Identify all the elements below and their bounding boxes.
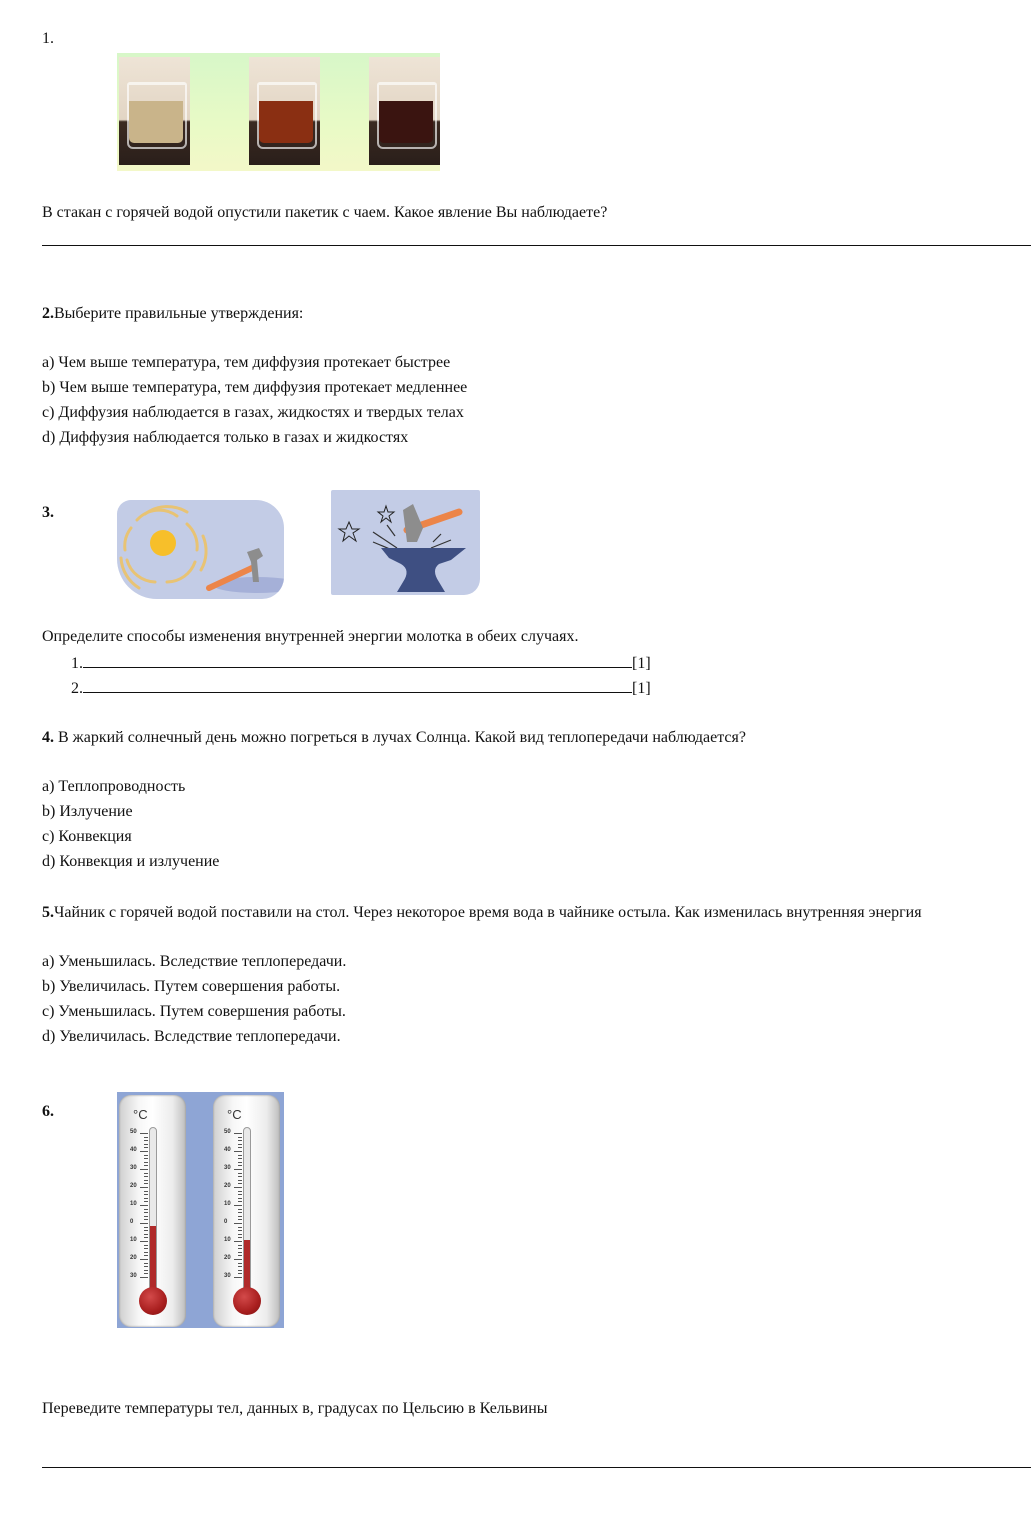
scale-tick (144, 1263, 148, 1264)
scale-tick (144, 1237, 148, 1238)
scale-tick (238, 1245, 242, 1246)
scale-tick (144, 1158, 148, 1159)
scale-tick (144, 1140, 148, 1141)
celsius-unit-label: °C (133, 1107, 148, 1122)
q3-answer-1-label: 1. (71, 655, 83, 672)
sun-heating-hammer-illustration (117, 500, 284, 599)
q4-question (42, 728, 746, 748)
q2-prompt-text: Выберите правильные утверждения: (54, 305, 304, 322)
scale-tick (238, 1209, 242, 1210)
scale-tick-label: 0 (130, 1219, 134, 1225)
scale-tick (144, 1147, 148, 1148)
q3-answer-2-label: 2. (71, 680, 83, 697)
q4-option-d[interactable]: d) Конвекция и излучение (42, 853, 220, 870)
scale-tick (238, 1266, 242, 1267)
scale-tick (144, 1219, 148, 1220)
q1-answer-line[interactable] (42, 245, 1031, 246)
q4-option-b[interactable]: b) Излучение (42, 803, 133, 820)
scale-tick (144, 1216, 148, 1217)
scale-tick (238, 1248, 242, 1249)
scale-tick (238, 1212, 242, 1213)
scale-tick (238, 1176, 242, 1177)
q2-prompt (42, 304, 303, 324)
thermometer-bulb (233, 1287, 261, 1315)
tea-glass-2 (249, 57, 320, 165)
scale-tick-label: 10 (224, 1237, 231, 1243)
q5-option-b[interactable]: b) Увеличилась. Путем совершения работы. (42, 978, 341, 995)
scale-tick (144, 1194, 148, 1195)
q5-question-text: Чайник с горячей водой поставили на стол. Через некоторое время вода в чайнике остыла. Как изменилась внутренняя энергия (54, 904, 922, 921)
scale-tick (144, 1245, 148, 1246)
scale-tick-label: 20 (130, 1183, 137, 1189)
scale-tick (140, 1277, 148, 1278)
scale-tick (144, 1155, 148, 1156)
scale-tick (234, 1259, 242, 1260)
scale-tick (144, 1227, 148, 1228)
scale-tick (140, 1169, 148, 1170)
scale-tick-label: 30 (130, 1273, 137, 1279)
thermometer-tube (243, 1127, 251, 1295)
scale-tick (140, 1187, 148, 1188)
scale-tick (238, 1183, 242, 1184)
scale-tick (144, 1273, 148, 1274)
scale-tick-label: 10 (130, 1237, 137, 1243)
scale-tick-label: 20 (130, 1255, 137, 1261)
scale-tick (234, 1169, 242, 1170)
scale-tick (234, 1187, 242, 1188)
anvil-icon (381, 548, 466, 592)
mercury-column (244, 1240, 250, 1294)
scale-tick (238, 1155, 242, 1156)
scale-tick (144, 1198, 148, 1199)
scale-tick (238, 1219, 242, 1220)
scale-tick-label: 20 (224, 1183, 231, 1189)
sun-hammer-image (117, 500, 284, 599)
q2-option-b[interactable]: b) Чем выше температура, тем диффузия протекает медленнее (42, 379, 468, 396)
q4-number: 4. (42, 729, 54, 746)
scale-tick (140, 1241, 148, 1242)
scale-tick (144, 1191, 148, 1192)
scale-tick (144, 1209, 148, 1210)
scale-tick (238, 1180, 242, 1181)
tea-glasses-image (117, 53, 440, 171)
scale-tick (144, 1201, 148, 1202)
scale-tick-label: 0 (224, 1219, 228, 1225)
anvil-hammer-image (331, 490, 480, 595)
q5-option-d[interactable]: d) Увеличилась. Вследствие теплопередачи. (42, 1028, 341, 1045)
scale-tick (238, 1255, 242, 1256)
scale-tick (140, 1259, 148, 1260)
scale-tick (238, 1230, 242, 1231)
scale-tick-label: 30 (224, 1273, 231, 1279)
scale-tick (144, 1165, 148, 1166)
hammer-head-icon (247, 548, 263, 582)
scale-tick (238, 1216, 242, 1217)
q3-question: Определите способы изменения внутренней энергии молотка в обеих случаях. (42, 628, 579, 645)
q3-answer-2-mark: [1] (632, 680, 651, 697)
scale-tick-label: 30 (224, 1165, 231, 1171)
thermometer-tube (149, 1127, 157, 1295)
scale-tick (144, 1173, 148, 1174)
q3-answer-2[interactable] (71, 677, 651, 699)
scale-tick (144, 1162, 148, 1163)
scale-tick (144, 1248, 148, 1249)
scale-tick (238, 1237, 242, 1238)
scale-tick (238, 1165, 242, 1166)
scale-tick-label: 40 (224, 1147, 231, 1153)
q2-option-a[interactable]: a) Чем выше температура, тем диффузия протекает быстрее (42, 354, 451, 371)
q4-option-c[interactable]: c) Конвекция (42, 828, 132, 845)
star-icon (339, 522, 359, 541)
scale-tick-label: 50 (224, 1129, 231, 1135)
scale-tick (144, 1212, 148, 1213)
sun-icon (150, 530, 176, 556)
mercury-column (150, 1226, 156, 1294)
q3-number: 3. (42, 504, 54, 521)
scale-tick (234, 1223, 242, 1224)
scale-tick (234, 1241, 242, 1242)
q1-question: В стакан с горячей водой опустили пакетик с чаем. Какое явление Вы наблюдаете? (42, 204, 608, 221)
thermometers-image (117, 1092, 284, 1328)
q1-number: 1. (42, 30, 54, 47)
scale-tick (140, 1151, 148, 1152)
scale-tick (238, 1144, 242, 1145)
q5-question (42, 903, 922, 923)
scale-tick (238, 1234, 242, 1235)
scale-tick (234, 1277, 242, 1278)
scale-tick (144, 1266, 148, 1267)
scale-tick-label: 10 (130, 1201, 137, 1207)
q3-answer-2-blank[interactable] (83, 677, 632, 693)
scale-tick-label: 50 (130, 1129, 137, 1135)
q4-option-a[interactable]: a) Теплопроводность (42, 778, 186, 795)
scale-tick (238, 1173, 242, 1174)
scale-tick (144, 1137, 148, 1138)
q5-option-a[interactable]: a) Уменьшилась. Вследствие теплопередачи. (42, 953, 347, 970)
q6-number: 6. (42, 1103, 54, 1120)
thermometer-scale (224, 1127, 242, 1283)
scale-tick (238, 1263, 242, 1264)
scale-tick (144, 1183, 148, 1184)
q3-answer-1[interactable] (71, 652, 651, 674)
q5-option-c[interactable]: c) Уменьшилась. Путем совершения работы. (42, 1003, 346, 1020)
q2-number: 2. (42, 305, 54, 322)
star-icon (378, 506, 394, 522)
scale-tick (238, 1191, 242, 1192)
scale-tick (144, 1180, 148, 1181)
scale-tick (238, 1137, 242, 1138)
scale-tick (144, 1230, 148, 1231)
scale-tick (238, 1194, 242, 1195)
scale-tick (144, 1252, 148, 1253)
thermometer-bulb (139, 1287, 167, 1315)
scale-tick (238, 1227, 242, 1228)
q3-answer-1-blank[interactable] (83, 652, 632, 668)
scale-tick-label: 10 (224, 1201, 231, 1207)
scale-tick (140, 1223, 148, 1224)
q2-option-d[interactable]: d) Диффузия наблюдается только в газах и жидкостях (42, 429, 409, 446)
scale-tick-label: 20 (224, 1255, 231, 1261)
scale-tick (144, 1234, 148, 1235)
scale-tick (238, 1198, 242, 1199)
hammer-head-icon (403, 504, 423, 542)
scale-tick (238, 1140, 242, 1141)
scale-tick (238, 1158, 242, 1159)
thermometer-1 (119, 1095, 186, 1327)
scale-tick (238, 1252, 242, 1253)
scale-tick (140, 1133, 148, 1134)
scale-tick (144, 1255, 148, 1256)
q2-option-c[interactable]: c) Диффузия наблюдается в газах, жидкостях и твердых телах (42, 404, 464, 421)
thermometer-scale (130, 1127, 148, 1283)
scale-tick-label: 40 (130, 1147, 137, 1153)
q6-answer-line[interactable] (42, 1467, 1031, 1468)
scale-tick (144, 1270, 148, 1271)
scale-tick (238, 1201, 242, 1202)
q6-question: Переведите температуры тел, данных в, градусах по Цельсию в Кельвины (42, 1400, 548, 1417)
scale-tick (238, 1270, 242, 1271)
q4-question-text: В жаркий солнечный день можно погреться в лучах Солнца. Какой вид теплопередачи наблюдается? (54, 729, 746, 746)
scale-tick (234, 1133, 242, 1134)
q3-answer-1-mark: [1] (632, 655, 651, 672)
anvil-strike-illustration (331, 490, 480, 595)
scale-tick (144, 1176, 148, 1177)
scale-tick (144, 1144, 148, 1145)
scale-tick (234, 1205, 242, 1206)
scale-tick (238, 1273, 242, 1274)
q5-number: 5. (42, 904, 54, 921)
scale-tick (140, 1205, 148, 1206)
tea-glass-1 (119, 57, 190, 165)
scale-tick (238, 1147, 242, 1148)
celsius-unit-label: °C (227, 1107, 242, 1122)
tea-glass-3 (369, 57, 440, 165)
scale-tick-label: 30 (130, 1165, 137, 1171)
scale-tick (234, 1151, 242, 1152)
scale-tick (238, 1162, 242, 1163)
thermometer-2 (213, 1095, 280, 1327)
